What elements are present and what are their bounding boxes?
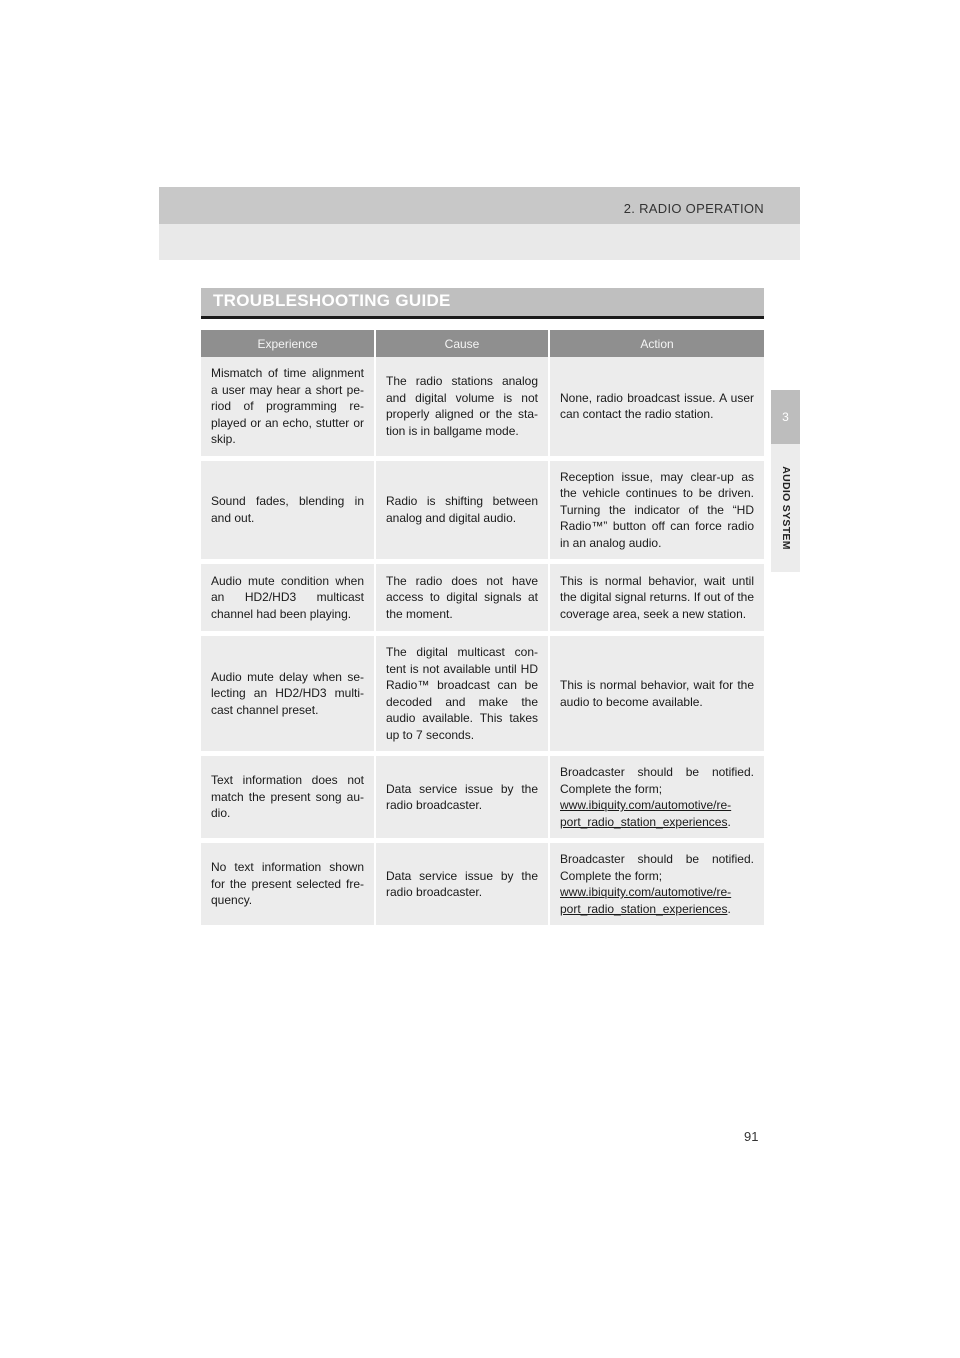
cause-cell: The digital multicast con-tent is not available until HD Radio™ broadcast can be decoded and make the audio available. This takes up to 7 seconds. <box>375 634 549 754</box>
table-row <box>201 754 764 841</box>
cause-cell: The radio does not have access to digital signals at the moment. <box>375 562 549 634</box>
cause-cell: Data service issue by the radio broadcaster. <box>375 754 549 841</box>
chapter-label: AUDIO SYSTEM <box>779 466 792 550</box>
action-text: Broadcaster should be notified. Complete the form; <box>560 765 754 796</box>
experience-cell: No text information shown for the present selected fre-quency. <box>201 841 375 926</box>
header-subbar <box>159 224 800 260</box>
guide-title-bar <box>201 288 764 319</box>
cause-cell: The radio stations analog and digital volume is not properly aligned or the sta-tion is in ballgame mode. <box>375 357 549 458</box>
section-title: 2. RADIO OPERATION <box>623 201 764 216</box>
action-cell: This is normal behavior, wait until the digital signal returns. If out of the coverage area, seek a new station. <box>549 562 764 634</box>
experience-cell: Audio mute condition when an HD2/HD3 multicast channel had been playing. <box>201 562 375 634</box>
link-period: . <box>727 814 731 829</box>
table-row <box>201 841 764 926</box>
table-row <box>201 458 764 562</box>
table-row <box>201 357 764 458</box>
experience-cell: Sound fades, blending in and out. <box>201 458 375 562</box>
action-cell <box>549 841 764 926</box>
report-link[interactable] <box>560 798 731 829</box>
chapter-number-tab: 3 <box>771 390 800 444</box>
report-link-part-1: www.ibiquity.com/automotive/re- <box>560 885 732 899</box>
action-cell: None, radio broadcast issue. A user can contact the radio station. <box>549 357 764 458</box>
report-link-part-1: www.ibiquity.com/automotive/re- <box>560 798 732 812</box>
table-row <box>201 562 764 634</box>
action-text: Broadcaster should be notified. Complete the form; <box>560 852 754 883</box>
experience-cell: Text information does not match the present song au-dio. <box>201 754 375 841</box>
table-row <box>201 634 764 754</box>
column-header-action: Action <box>549 330 764 357</box>
page-number: 91 <box>744 1129 759 1144</box>
report-link-part-2: port_radio_station_experiences <box>560 901 728 916</box>
header-bar <box>159 187 800 224</box>
action-cell: Reception issue, may clear-up as the vehicle continues to be driven. Turning the indicator of the “HD Radio™” button off can force radio in an analog audio. <box>549 458 764 562</box>
guide-title: TROUBLESHOOTING GUIDE <box>213 291 451 310</box>
table-header-row <box>201 330 764 357</box>
cause-cell: Radio is shifting between analog and digital audio. <box>375 458 549 562</box>
chapter-label-tab <box>771 444 800 572</box>
troubleshooting-table <box>201 330 764 925</box>
column-header-cause: Cause <box>375 330 549 357</box>
link-period: . <box>727 901 731 916</box>
action-cell: This is normal behavior, wait for the audio to become available. <box>549 634 764 754</box>
cause-cell: Data service issue by the radio broadcaster. <box>375 841 549 926</box>
report-link-part-2: port_radio_station_experiences <box>560 814 728 829</box>
report-link[interactable] <box>560 885 731 916</box>
column-header-experience: Experience <box>201 330 375 357</box>
experience-cell: Audio mute delay when se-lecting an HD2/HD3 multi-cast channel preset. <box>201 634 375 754</box>
experience-cell: Mismatch of time alignment a user may hear a short pe-riod of programming re-played or an echo, stutter or skip. <box>201 357 375 458</box>
action-cell <box>549 754 764 841</box>
